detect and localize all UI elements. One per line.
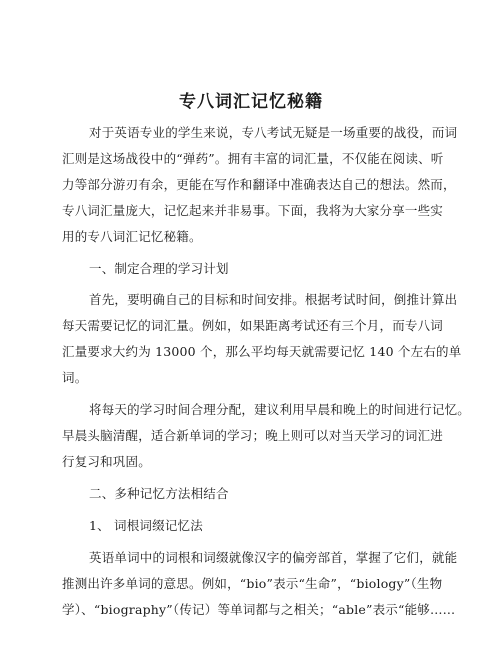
paragraph-line: 对于英语专业的学生来说，专八考试无疑是一场重要的战役，而词: [89, 125, 458, 140]
paragraph-line: 专八词汇量庞大，记忆起来并非易事。下面，我将为大家分享一些实: [62, 203, 444, 218]
paragraph-line: 词。: [62, 370, 88, 385]
section-heading: 二、多种记忆方法相结合: [89, 486, 229, 501]
document-title: 专八词汇记忆秘籍: [179, 92, 323, 112]
paragraph-line: 每天需要记忆的词汇量。例如，如果距离考试还有三个月，而专八词: [62, 318, 444, 333]
section-heading: 一、制定合理的学习计划: [89, 261, 229, 276]
paragraph-line: 行复习和巩固。: [62, 454, 151, 469]
paragraph-line: 用的专八词汇记忆秘籍。: [62, 229, 202, 244]
paragraph-line: 早晨头脑清醒，适合新单词的学习；晚上则可以对当天学习的词汇进: [62, 428, 444, 443]
paragraph-line: 推测出许多单词的意思。例如，“bio”表示“生命”，“biology”（生物: [62, 576, 443, 591]
paragraph-line: 英语单词中的词根和词缀就像汉字的偏旁部首，掌握了它们，就能: [89, 550, 458, 565]
paragraph-line: 力等部分游刃有余，更能在写作和翻译中准确表达自己的想法。然而，: [62, 177, 456, 192]
subsection-heading: 1、 词根词缀记忆法: [89, 518, 203, 533]
paragraph-line: 将每天的学习时间合理分配，建议利用早晨和晚上的时间进行记忆。: [89, 402, 471, 417]
paragraph-line: 汇则是这场战役中的“弹药”。拥有丰富的词汇量，不仅能在阅读、听: [62, 151, 444, 166]
paragraph-line: 首先，要明确自己的目标和时间安排。根据考试时间，倒推计算出: [89, 292, 458, 307]
paragraph-line: 学）、“biography”（传记）等单词都与之相关；“able”表示“能够……: [62, 602, 456, 617]
paragraph-line: 汇量要求大约为 13000 个，那么平均每天就需要记忆 140 个左右的单: [62, 344, 462, 359]
